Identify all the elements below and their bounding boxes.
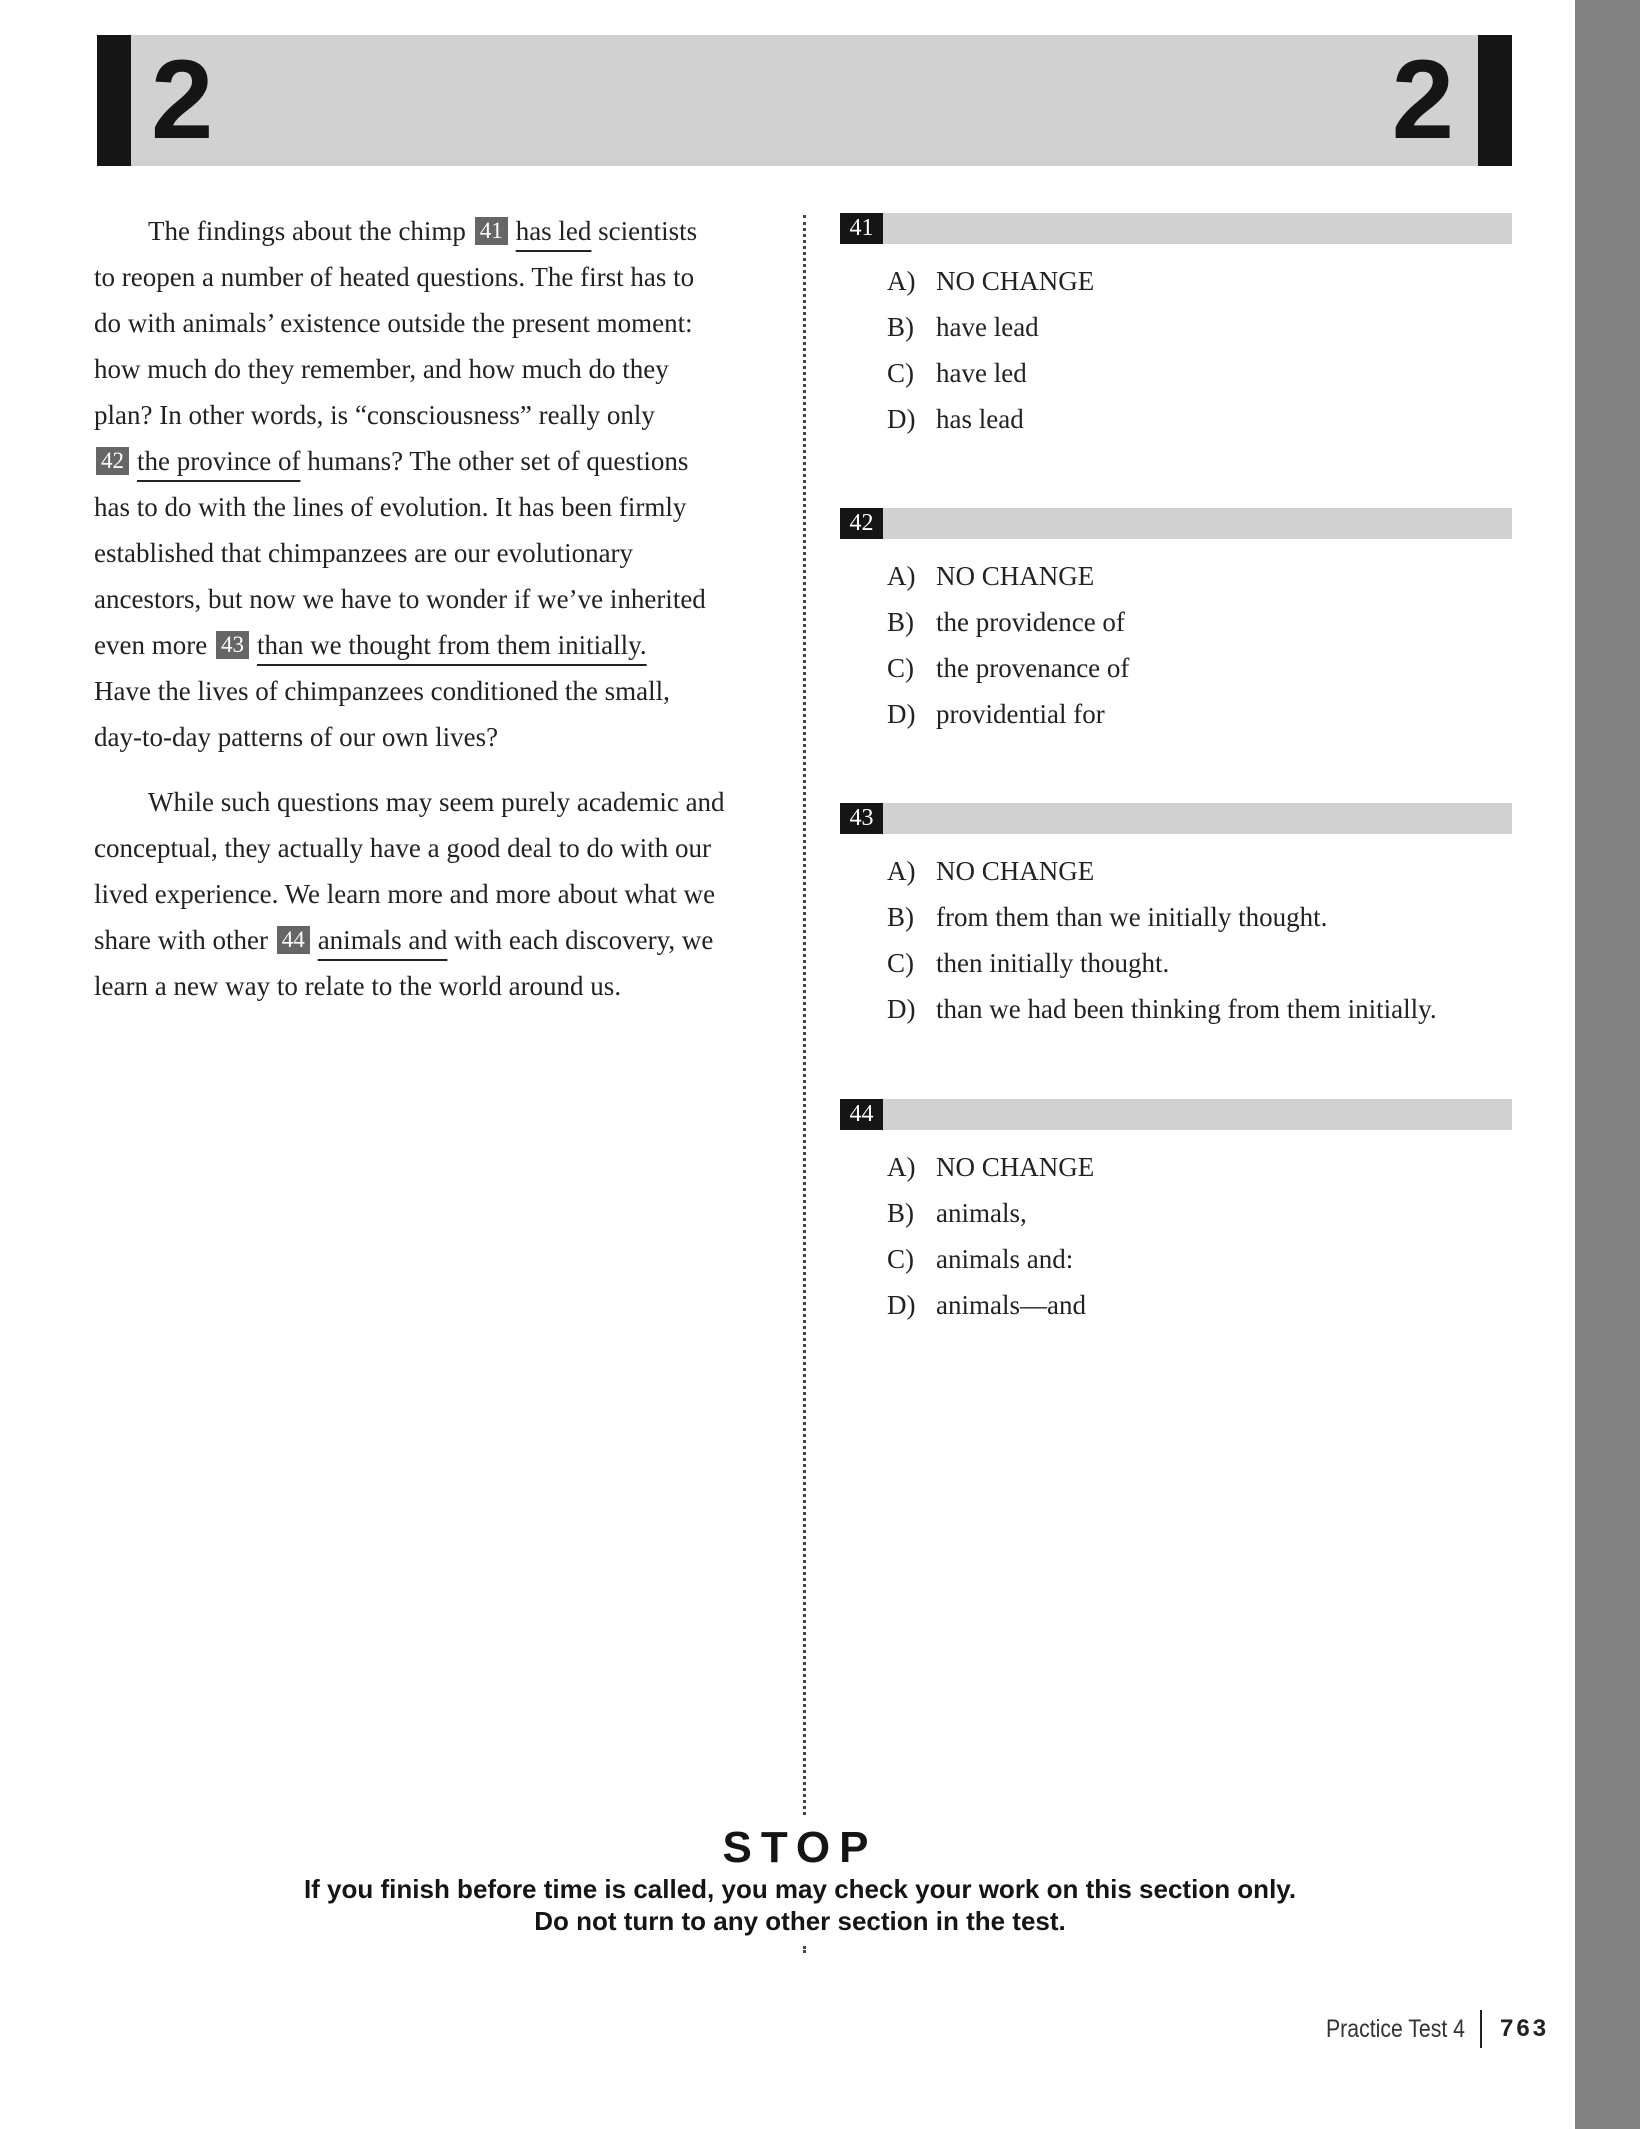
option-text: have led bbox=[936, 358, 1027, 388]
passage-line bbox=[94, 622, 774, 668]
passage-text: The findings about the chimp bbox=[94, 216, 473, 246]
answer-option[interactable] bbox=[840, 304, 1512, 350]
passage-text: do with animals’ existence outside the present moment: bbox=[94, 308, 693, 338]
option-letter: D) bbox=[887, 994, 916, 1024]
column-divider bbox=[803, 215, 806, 1815]
answer-option[interactable] bbox=[840, 396, 1512, 442]
passage-text: how much do they remember, and how much do they bbox=[94, 354, 669, 384]
passage-text: lived experience. We learn more and more about what we bbox=[94, 879, 716, 909]
passage-line bbox=[94, 917, 774, 963]
passage-line bbox=[94, 963, 774, 1009]
option-text: from them than we initially thought. bbox=[936, 902, 1328, 932]
question-marker[interactable]: 43 bbox=[216, 631, 249, 659]
option-letter: B) bbox=[887, 607, 914, 637]
column-divider-end bbox=[803, 1946, 806, 1950]
section-number-right: 2 bbox=[1391, 37, 1454, 162]
question-44 bbox=[840, 1099, 1512, 1328]
question-43 bbox=[840, 803, 1512, 1032]
answer-option[interactable] bbox=[840, 350, 1512, 396]
header-bar-left bbox=[97, 35, 131, 166]
passage-text: learn a new way to relate to the world around us. bbox=[94, 971, 622, 1001]
option-text: then initially thought. bbox=[936, 948, 1170, 978]
passage-line bbox=[94, 392, 774, 438]
option-letter: A) bbox=[887, 561, 916, 591]
option-text: NO CHANGE bbox=[936, 856, 1095, 886]
answer-option[interactable] bbox=[840, 645, 1512, 691]
page-number: 763 bbox=[1500, 2015, 1550, 2042]
passage-text: established that chimpanzees are our evolutionary bbox=[94, 538, 634, 568]
passage-text: even more bbox=[94, 630, 214, 660]
option-letter: B) bbox=[887, 902, 914, 932]
section-number-left: 2 bbox=[151, 37, 214, 162]
passage-line bbox=[94, 484, 774, 530]
option-text: has lead bbox=[936, 404, 1024, 434]
option-text: the providence of bbox=[936, 607, 1125, 637]
question-number: 41 bbox=[840, 213, 883, 244]
passage-text: Have the lives of chimpanzees conditioned the small, bbox=[94, 676, 670, 706]
question-42 bbox=[840, 508, 1512, 737]
footer-separator bbox=[1480, 2010, 1482, 2048]
passage-text: to reopen a number of heated questions. The first has to bbox=[94, 262, 695, 292]
answer-option[interactable] bbox=[840, 986, 1512, 1032]
option-letter: C) bbox=[887, 948, 914, 978]
option-text: NO CHANGE bbox=[936, 266, 1095, 296]
answer-option[interactable] bbox=[840, 1190, 1512, 1236]
option-text: providential for bbox=[936, 699, 1105, 729]
option-text: the provenance of bbox=[936, 653, 1130, 683]
answer-option[interactable] bbox=[840, 940, 1512, 986]
underlined-text: the province of bbox=[137, 446, 301, 476]
option-letter: A) bbox=[887, 266, 916, 296]
passage-text: conceptual, they actually have a good deal to do with our bbox=[94, 833, 712, 863]
option-text: NO CHANGE bbox=[936, 1152, 1095, 1182]
answer-option[interactable] bbox=[840, 848, 1512, 894]
passage-line bbox=[94, 576, 774, 622]
passage-line bbox=[94, 254, 774, 300]
question-bar bbox=[840, 213, 1512, 244]
header-bar-right bbox=[1478, 35, 1512, 166]
footer-label: Practice Test 4 bbox=[1326, 2015, 1465, 2043]
answer-option[interactable] bbox=[840, 1282, 1512, 1328]
option-letter: B) bbox=[887, 312, 914, 342]
passage-line bbox=[94, 825, 774, 871]
option-letter: A) bbox=[887, 1152, 916, 1182]
passage-line bbox=[94, 438, 774, 484]
question-marker[interactable]: 41 bbox=[475, 217, 508, 245]
passage-text: share with other bbox=[94, 925, 275, 955]
option-text: NO CHANGE bbox=[936, 561, 1095, 591]
answer-option[interactable] bbox=[840, 894, 1512, 940]
section-header bbox=[97, 35, 1512, 166]
passage-text: ancestors, but now we have to wonder if we’ve inherited bbox=[94, 584, 706, 614]
option-text: animals—and bbox=[936, 1290, 1086, 1320]
passage-line bbox=[94, 300, 774, 346]
option-letter: D) bbox=[887, 404, 916, 434]
passage-line bbox=[94, 714, 774, 760]
passage-text: plan? In other words, is “consciousness” really only bbox=[94, 400, 655, 430]
passage-line bbox=[94, 871, 774, 917]
answer-option[interactable] bbox=[840, 553, 1512, 599]
option-letter: C) bbox=[887, 1244, 914, 1274]
passage-text: has to do with the lines of evolution. It has been firmly bbox=[94, 492, 687, 522]
option-text: animals, bbox=[936, 1198, 1027, 1228]
question-marker[interactable]: 44 bbox=[277, 926, 310, 954]
answer-option[interactable] bbox=[840, 599, 1512, 645]
passage-text: scientists bbox=[591, 216, 698, 246]
passage-text: While such questions may seem purely academic and bbox=[94, 787, 725, 817]
underlined-text: animals and bbox=[317, 925, 448, 955]
passage-text: with each discovery, we bbox=[447, 925, 714, 955]
question-bar bbox=[840, 803, 1512, 834]
passage-line bbox=[94, 668, 774, 714]
option-letter: D) bbox=[887, 1290, 916, 1320]
answer-option[interactable] bbox=[840, 258, 1512, 304]
passage-line bbox=[94, 779, 774, 825]
question-number: 42 bbox=[840, 508, 883, 539]
option-letter: C) bbox=[887, 358, 914, 388]
option-text: have lead bbox=[936, 312, 1039, 342]
underlined-text: than we thought from them initially. bbox=[256, 630, 647, 660]
question-number: 44 bbox=[840, 1099, 883, 1130]
question-bar bbox=[840, 508, 1512, 539]
stop-instruction-1: If you finish before time is called, you may check your work on this section only. bbox=[303, 1874, 1297, 1904]
passage-line bbox=[94, 208, 774, 254]
option-letter: B) bbox=[887, 1198, 914, 1228]
option-text: than we had been thinking from them initially. bbox=[936, 994, 1437, 1024]
stop-title: STOP bbox=[722, 1823, 878, 1872]
option-letter: C) bbox=[887, 653, 914, 683]
passage-line bbox=[94, 530, 774, 576]
passage-line bbox=[94, 346, 774, 392]
question-41 bbox=[840, 213, 1512, 442]
passage-text: humans? The other set of questions bbox=[300, 446, 689, 476]
passage-text: day-to-day patterns of our own lives? bbox=[94, 722, 499, 752]
option-letter: A) bbox=[887, 856, 916, 886]
question-bar bbox=[840, 1099, 1512, 1130]
passage bbox=[94, 208, 774, 1009]
question-number: 43 bbox=[840, 803, 883, 834]
option-text: animals and: bbox=[936, 1244, 1074, 1274]
underlined-text: has led bbox=[515, 216, 592, 246]
stop-instruction-2: Do not turn to any other section in the test. bbox=[534, 1906, 1066, 1936]
option-letter: D) bbox=[887, 699, 916, 729]
question-marker[interactable]: 42 bbox=[96, 447, 129, 475]
answer-option[interactable] bbox=[840, 1144, 1512, 1190]
answer-option[interactable] bbox=[840, 691, 1512, 737]
answer-option[interactable] bbox=[840, 1236, 1512, 1282]
page-edge-strip bbox=[1575, 0, 1640, 2129]
